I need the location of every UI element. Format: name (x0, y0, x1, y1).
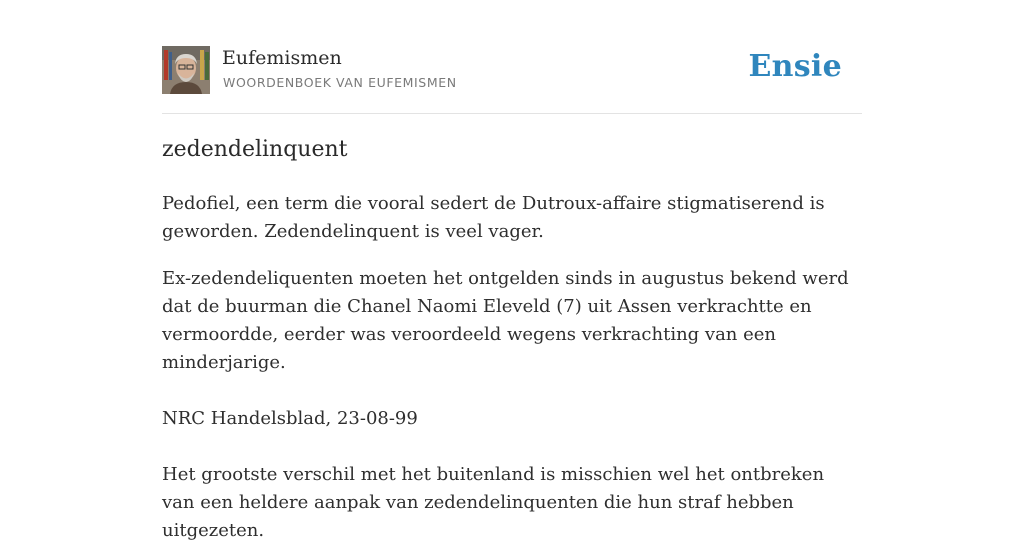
entry-definition: Pedofiel, een term die vooral sedert de Dutroux-affaire stigmatiserend is geworden. Zedendelinquent is veel vager. (162, 193, 825, 242)
entry-content (162, 190, 862, 545)
header (162, 46, 862, 96)
dictionary-subtitle[interactable]: WOORDENBOEK VAN EUFEMISMEN (223, 75, 457, 90)
author-photo-icon (162, 46, 210, 94)
spacer (162, 377, 862, 405)
example-quote-2: Het grootste verschil met het buitenland is misschien wel het ontbreken van een heldere aanpak van zedendelinquenten die hun straf hebben uitgezeten. (162, 464, 825, 541)
author-name[interactable]: Eufemismen (222, 47, 342, 69)
example-source-1: NRC Handelsblad, 23-08-99 (162, 408, 418, 429)
entry-title: zedendelinquent (162, 137, 348, 162)
header-divider (162, 113, 862, 114)
example-quote-1: Ex-zedendeliquenten moeten het ontgelden sinds in augustus bekend werd dat de buurman die Chanel Naomi Eleveld (7) uit Assen verkrachtte en vermoordde, eerder was veroordeeld wegens verkrachting van een minderjarige. (162, 268, 849, 373)
avatar[interactable] (162, 46, 210, 94)
ensie-logo[interactable]: Ensie (748, 49, 842, 84)
spacer (162, 433, 862, 461)
